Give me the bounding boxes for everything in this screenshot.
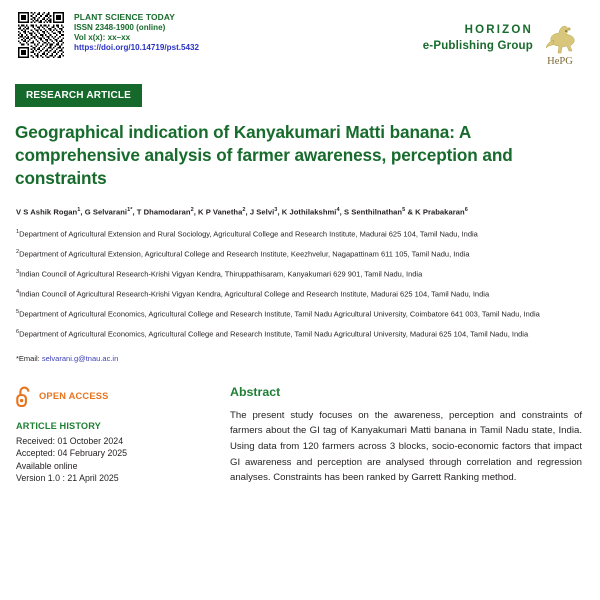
- corresponding-email: [14, 354, 586, 363]
- history-received: Received: 01 October 2024: [16, 435, 124, 446]
- journal-title: PLANT SCIENCE TODAY: [74, 12, 176, 22]
- history-available-online: Available online: [16, 460, 78, 471]
- affiliation-item: $^6$Department of Agricultural Economics, Agricultural College and Research Institute, Tamil Nadu Agricultural University, Madurai 625 104, Tamil Nadu, India: [16, 328, 529, 339]
- journal-info: [74, 11, 199, 54]
- article-type-badge: RESEARCH ARTICLE: [15, 84, 142, 107]
- history-version: Version 1.0 : 21 April 2025: [16, 473, 119, 484]
- affiliation-item: $^4$Indian Council of Agricultural Research-Krishi Vigyan Kendra, Agricultural College and Research Institute, Madurai 625 104, Tamil Nadu, India: [16, 288, 490, 299]
- affiliation-item: $^2$Department of Agricultural Extension, Agricultural College and Research Institute, Keezhvelur, Nagapattinam 611 105, Tamil Nadu, India: [16, 249, 470, 259]
- publisher-name: [423, 23, 533, 54]
- lower-section: [14, 385, 586, 486]
- masthead: [14, 0, 586, 73]
- author-list: V S Ashik Rogan$^1$, G Selvarani$^{1*}$, T Dhamodaran$^2$, K P Vanetha$^2$, J Selvi$^3$, K Jothilakshmi$^4$, S Senthilnathan$^5$ & K Prabakaran$^6$: [16, 206, 468, 217]
- doi-link[interactable]: https://doi.org/10.14719/pst.5432: [74, 43, 200, 53]
- abstract-heading: Abstract: [230, 384, 281, 399]
- page-title: Geographical indication of Kanyakumari Matti banana: A comprehensive analysis of farmer awareness, perception and constraints: [15, 122, 513, 188]
- lion-logo-icon: [540, 23, 580, 67]
- affiliation-list: [14, 228, 586, 340]
- affiliation-item: $^1$Department of Agricultural Extension and Rural Sociology, Agricultural College and Research Institute, Madurai 625 104, Tamil Nadu, India: [16, 229, 478, 239]
- qr-code-icon[interactable]: [18, 12, 64, 58]
- open-access-row: [16, 385, 216, 407]
- badge-row: [14, 84, 586, 107]
- history-accepted: Accepted: 04 February 2025: [16, 448, 128, 459]
- abstract-section: [216, 385, 586, 486]
- open-access-label: OPEN ACCESS: [39, 390, 109, 401]
- left-column: [16, 385, 216, 486]
- article-history-list: [16, 435, 216, 485]
- journal-issn: ISSN 2348-1900 (online): [74, 22, 166, 32]
- publisher-horizon-label: HORIZON: [464, 24, 533, 36]
- journal-volume: Vol x(x): xx–xx: [74, 33, 131, 43]
- article-history-heading: ARTICLE HISTORY: [16, 420, 101, 431]
- publisher-block: [423, 11, 586, 67]
- open-lock-icon: [16, 385, 33, 407]
- affiliation-item: $^5$Department of Agricultural Economics, Agricultural College and Research Institute, Tamil Nadu Agricultural University, Coimbatore 641 003, Tamil Nadu, India: [16, 308, 540, 319]
- email-label: *Email:: [16, 353, 42, 363]
- abstract-text: The present study focuses on the awareness, perception and constraints of farmers about the GI tag of Kanyakumari Matti banana in Tamil Nadu state, India. Using data from 120 farmers across 3 blocks, socio-economic factors that impact GI awareness and perception are analysed through correlation and regression analyses. Constraints has been ranked by Garrett Ranking method.: [230, 409, 582, 484]
- svg-text:HePG: HePG: [547, 56, 573, 67]
- email-link[interactable]: selvarani.g@tnau.ac.in: [41, 353, 119, 363]
- publisher-group-label: e-Publishing Group: [422, 39, 533, 52]
- affiliation-item: $^3$Indian Council of Agricultural Research-Krishi Vigyan Kendra, Thiruppathisaram, Kanyakumari 629 901, Tamil Nadu, India: [16, 268, 423, 279]
